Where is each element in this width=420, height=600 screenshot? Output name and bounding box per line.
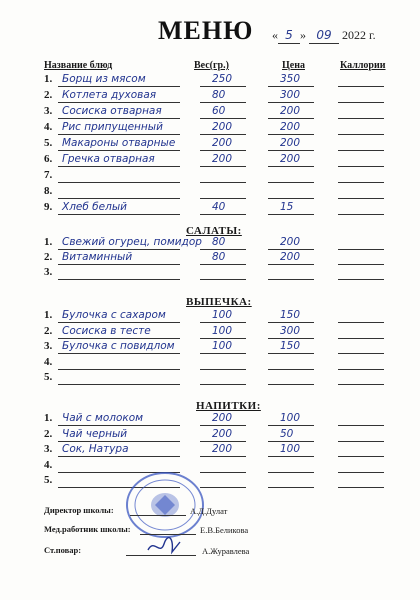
calories-underline [338, 384, 384, 385]
price-underline [268, 214, 314, 215]
price-underline [268, 369, 314, 370]
dish-price: 150 [280, 340, 301, 352]
dish-name: Сосиска отварная [62, 105, 162, 117]
signature-role-medic: Мед.работник школы: [44, 524, 131, 534]
dish-weight: 80 [212, 251, 226, 263]
price-underline [268, 472, 314, 473]
row-number: 5. [44, 137, 53, 149]
calories-underline [338, 166, 384, 167]
calories-underline [338, 322, 384, 323]
name-underline [58, 249, 180, 250]
calories-underline [338, 441, 384, 442]
main-item-row [0, 89, 420, 105]
price-underline [268, 182, 314, 183]
price-underline [268, 249, 314, 250]
name-underline [58, 166, 180, 167]
date-month-underline [309, 28, 339, 44]
calories-underline [338, 338, 384, 339]
date-open-quote: « [272, 28, 278, 42]
dish-name: Булочка с повидлом [62, 340, 175, 352]
header-price: Цена [282, 60, 305, 71]
school-stamp-seal [120, 468, 210, 542]
row-number: 9. [44, 201, 53, 213]
calories-underline [338, 264, 384, 265]
price-underline [268, 425, 314, 426]
price-underline [268, 198, 314, 199]
dish-name: Рис припущенный [62, 121, 163, 133]
row-number: 2. [44, 427, 53, 440]
name-underline [58, 338, 180, 339]
salad-row [0, 251, 420, 267]
section-drinks-title: НАПИТКИ: [196, 400, 261, 412]
name-underline [58, 384, 180, 385]
dish-price: 200 [280, 236, 301, 248]
name-underline [58, 322, 180, 323]
name-underline [58, 456, 180, 457]
handwritten-signature [146, 536, 186, 558]
row-number: 7. [44, 169, 53, 181]
weight-underline [200, 322, 246, 323]
calories-underline [338, 134, 384, 135]
header-weight: Вес(гр.) [194, 60, 229, 71]
row-number: 2. [44, 251, 53, 263]
row-number: 3. [44, 340, 53, 352]
calories-underline [338, 102, 384, 103]
row-number: 3. [44, 266, 53, 278]
signature-name-cook: А.Журавлева [202, 546, 250, 556]
weight-underline [200, 456, 246, 457]
dish-weight: 200 [212, 427, 233, 440]
main-item-row [0, 121, 420, 137]
dish-price: 300 [280, 324, 301, 337]
weight-underline [200, 86, 246, 87]
price-underline [268, 456, 314, 457]
dish-price: 100 [280, 443, 301, 455]
pastry-row [0, 356, 420, 372]
calories-underline [338, 472, 384, 473]
name-underline [58, 118, 180, 119]
name-underline [58, 150, 180, 151]
dish-weight: 100 [212, 309, 233, 321]
dish-name: Булочка с сахаром [62, 309, 166, 321]
dish-price: 50 [280, 427, 294, 440]
weight-underline [200, 264, 246, 265]
date-day: 5 [285, 28, 293, 42]
dish-price: 300 [280, 89, 301, 101]
dish-weight: 200 [212, 412, 233, 424]
calories-underline [338, 279, 384, 280]
weight-underline [200, 182, 246, 183]
name-underline [58, 198, 180, 199]
calories-underline [338, 182, 384, 183]
price-underline [268, 322, 314, 323]
main-item-row [0, 137, 420, 153]
calories-underline [338, 118, 384, 119]
row-number: 1. [44, 73, 53, 85]
row-number: 2. [44, 324, 53, 337]
date-year: 2022 г. [342, 28, 376, 42]
dish-name: Сок, Натура [62, 443, 129, 455]
row-number: 1. [44, 236, 53, 248]
row-number: 6. [44, 153, 53, 165]
name-underline [58, 182, 180, 183]
row-number: 3. [44, 443, 53, 455]
price-underline [268, 279, 314, 280]
dish-price: 200 [280, 251, 301, 263]
weight-underline [200, 166, 246, 167]
dish-name: Макароны отварные [62, 137, 176, 149]
dish-weight: 80 [212, 236, 226, 248]
pastry-row [0, 371, 420, 387]
dish-weight: 200 [212, 121, 233, 133]
weight-underline [200, 384, 246, 385]
weight-underline [200, 249, 246, 250]
calories-underline [338, 456, 384, 457]
dish-price: 150 [280, 309, 301, 321]
calories-underline [338, 249, 384, 250]
signature-name-director: А.Д.Дулат [190, 506, 228, 516]
drink-row [0, 443, 420, 459]
pastry-row [0, 325, 420, 341]
dish-price: 15 [280, 201, 294, 213]
signature-line-medic [140, 534, 196, 535]
dish-name: Хлеб белый [62, 201, 127, 213]
signature-role-cook: Ст.повар: [44, 545, 82, 555]
name-underline [58, 264, 180, 265]
row-number: 2. [44, 89, 53, 101]
weight-underline [200, 425, 246, 426]
calories-underline [338, 86, 384, 87]
weight-underline [200, 134, 246, 135]
weight-underline [200, 102, 246, 103]
weight-underline [200, 279, 246, 280]
calories-underline [338, 425, 384, 426]
row-number: 4. [44, 355, 53, 368]
calories-underline [338, 369, 384, 370]
row-number: 1. [44, 309, 53, 321]
dish-price: 200 [280, 153, 301, 165]
drink-row [0, 459, 420, 475]
dish-weight: 40 [212, 201, 226, 213]
pastry-row [0, 340, 420, 356]
dish-weight: 60 [212, 105, 226, 117]
header-calories: Каллории [340, 60, 386, 71]
price-underline [268, 102, 314, 103]
price-underline [268, 118, 314, 119]
dish-price: 350 [280, 73, 301, 85]
row-number: 3. [44, 105, 53, 117]
row-number: 8. [44, 185, 53, 197]
dish-price: 100 [280, 412, 301, 424]
drink-row [0, 474, 420, 490]
price-underline [268, 487, 314, 488]
dish-price: 200 [280, 137, 301, 149]
price-underline [268, 134, 314, 135]
name-underline [58, 441, 180, 442]
name-underline [58, 369, 180, 370]
dish-name: Чай с молоком [62, 412, 144, 424]
dish-name: Витаминный [62, 251, 133, 263]
date-day-underline [278, 28, 300, 44]
main-item-row [0, 201, 420, 217]
dish-weight: 100 [212, 324, 233, 337]
name-underline [58, 279, 180, 280]
dish-price: 200 [280, 121, 301, 133]
menu-date [272, 28, 376, 44]
row-number: 5. [44, 474, 53, 486]
signature-role-director: Директор школы: [44, 505, 114, 515]
dish-name: Чай черный [62, 427, 128, 440]
name-underline [58, 425, 180, 426]
weight-underline [200, 338, 246, 339]
calories-underline [338, 214, 384, 215]
signature-name-medic: Е.В.Беликова [200, 525, 249, 535]
main-item-row [0, 169, 420, 185]
calories-underline [338, 198, 384, 199]
page-title: МЕНЮ [158, 16, 254, 45]
dish-weight: 100 [212, 340, 233, 352]
weight-underline [200, 118, 246, 119]
weight-underline [200, 441, 246, 442]
dish-weight: 200 [212, 443, 233, 455]
weight-underline [200, 150, 246, 151]
calories-underline [338, 353, 384, 354]
weight-underline [200, 369, 246, 370]
price-underline [268, 338, 314, 339]
name-underline [58, 134, 180, 135]
drink-row [0, 428, 420, 444]
row-number: 4. [44, 121, 53, 133]
drink-row [0, 412, 420, 428]
salad-row [0, 236, 420, 252]
date-close-quote: » [300, 28, 306, 42]
price-underline [268, 166, 314, 167]
weight-underline [200, 353, 246, 354]
name-underline [58, 102, 180, 103]
main-item-row [0, 73, 420, 89]
row-number: 5. [44, 371, 53, 383]
weight-underline [200, 214, 246, 215]
price-underline [268, 353, 314, 354]
section-salads-title: САЛАТЫ: [186, 225, 242, 237]
dish-name: Борщ из мясом [62, 73, 146, 85]
calories-underline [338, 150, 384, 151]
dish-name: Котлета духовая [62, 89, 157, 101]
name-underline [58, 86, 180, 87]
price-underline [268, 86, 314, 87]
dish-weight: 250 [212, 73, 233, 85]
dish-price: 200 [280, 105, 301, 117]
main-item-row [0, 185, 420, 201]
dish-name: Свежий огурец, помидор [62, 236, 202, 248]
row-number: 4. [44, 458, 53, 471]
weight-underline [200, 198, 246, 199]
name-underline [58, 214, 180, 215]
main-item-row [0, 105, 420, 121]
price-underline [268, 264, 314, 265]
pastry-row [0, 309, 420, 325]
main-item-row [0, 153, 420, 169]
signature-line-director [130, 515, 186, 516]
dish-weight: 200 [212, 153, 233, 165]
header-name: Название блюд [44, 60, 113, 71]
dish-name: Сосиска в тесте [62, 324, 151, 337]
section-pastry-title: ВЫПЕЧКА: [186, 296, 252, 308]
dish-name: Гречка отварная [62, 153, 155, 165]
price-underline [268, 384, 314, 385]
name-underline [58, 353, 180, 354]
salad-row [0, 266, 420, 282]
date-month: 09 [316, 28, 332, 42]
price-underline [268, 441, 314, 442]
dish-weight: 200 [212, 137, 233, 149]
calories-underline [338, 487, 384, 488]
row-number: 1. [44, 412, 53, 424]
dish-weight: 80 [212, 89, 226, 101]
price-underline [268, 150, 314, 151]
